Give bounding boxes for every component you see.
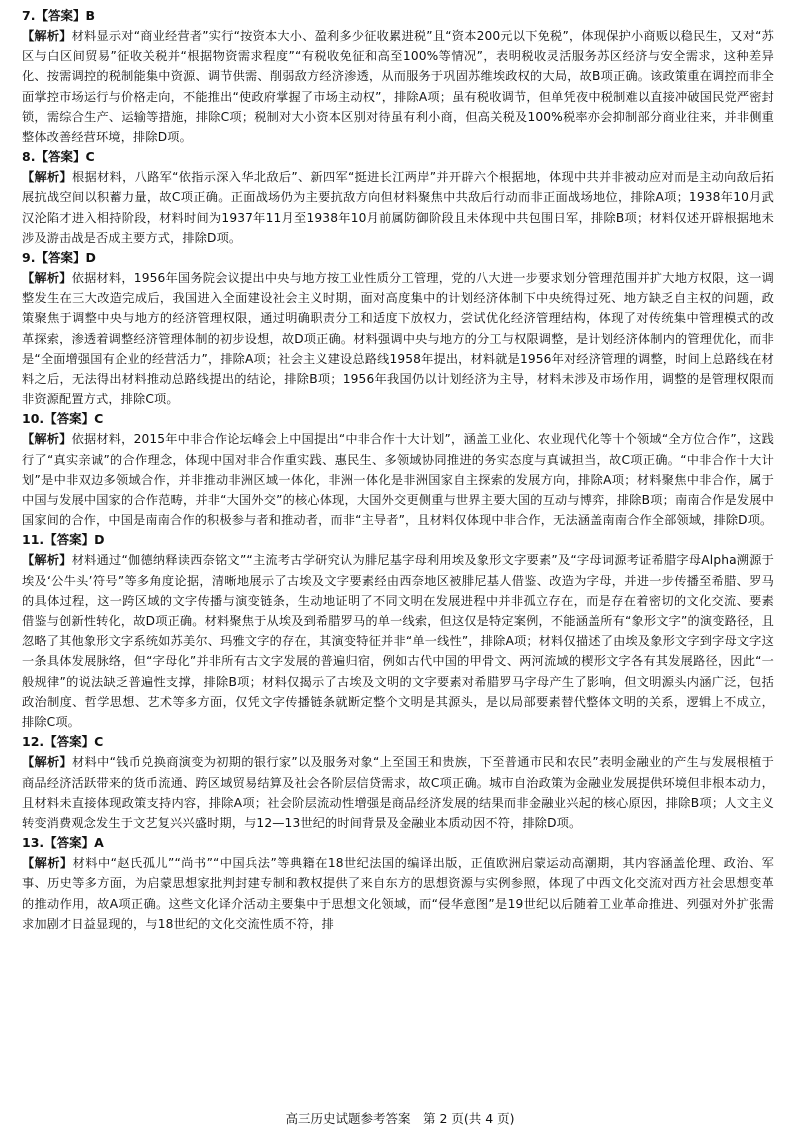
question-9: [22, 248, 774, 409]
analysis-tag: 【解析】: [22, 29, 72, 43]
question-11: [22, 530, 774, 732]
answer-line: 7.【答案】B: [22, 8, 95, 23]
answer-line: 10.【答案】C: [22, 411, 104, 427]
analysis-body: 根据材料，八路军“依指示深入华北敌后”、新四军“挺进长江两岸”并开辟六个根据地，体现中共并非被动应对而是主动向敌后拓展抗战空间以积蓄力量，故C项正确。正面战场仍为主要抗敌方向但材料聚焦中共敌后行动而非正面战场地位，排除A项；1938年10月武汉沦陷才进入相持阶段，材料时间为1937年11月至1938年10月前属防御阶段且未体现中共包围日军，排除B项；材料仅述开辟根据地未涉及游击战是否成主要方式，排除D项。: [22, 170, 774, 245]
analysis-body: 依据材料，2015年中非合作论坛峰会上中国提出“中非合作十大计划”，涵盖工业化、农业现代化等十个领域“全方位合作”，这践行了“真实亲诚”的合作理念，体现中国对非合作重实践、惠民生、多领域协同推进的务实态度与真诚担当，故C项正确。“中非合作十大计划”是中非双边多领域合作，并非推动非洲区域一体化，非洲一体化是非洲国家自主探索的发展方向，排除A项；材料聚焦中非合作，属于中国与发展中国家的合作范畴，并非“大国外交”的核心体现，大国外交更侧重与世界主要大国的互动与博弈，排除B项；南南合作是发展中国家间的合作，中国是南南合作的积极参与者和推动者，而非“主导者”，且材料仅体现中非合作，无法涵盖南南合作全部领域，排除D项。: [22, 432, 774, 528]
answer-line: 13.【答案】A: [22, 835, 104, 851]
question-8: [22, 147, 774, 248]
analysis-text: [22, 268, 774, 409]
analysis-tag: 【解析】: [22, 170, 73, 185]
analysis-text: [22, 26, 774, 147]
answer-line: 9.【答案】D: [22, 250, 96, 266]
analysis-body: 依据材料，1956年国务院会议提出中央与地方按工业性质分工管理，党的八大进一步要求划分管理范围并扩大地方权限，这一调整发生在三大改造完成后，我国进入全面建设社会主义时期，面对高度集中的计划经济体制下中央统得过死、地方缺乏自主权的问题，政策聚焦于调整中央与地方的经济管理权限，通过明确职责分工和适度下放权力，尝试优化经济管理结构，体现了对传统集中管理模式的改革探索，渗透着调整经济管理体制的初步设想，故D项正确。材料强调中央与地方的分工与权限调整，是计划经济体制内的管理优化，而非是“全面增强国有企业的经营活力”，排除A项；社会主义建设总路线1958年提出，材料就是1956年对经济管理的调整，时间上总路线在材料之后，无法得出材料推动总路线提出的结论，排除B项；1956年我国仍以计划经济为主导，材料未涉及市场作用，调整的是管理权限而非资源配置方式，排除C项。: [22, 271, 774, 407]
question-12: [22, 732, 774, 833]
analysis-text: [22, 853, 774, 934]
analysis-tag: 【解析】: [22, 856, 73, 871]
answer-line: 8.【答案】C: [22, 149, 95, 165]
analysis-body: 材料中“赵氏孤儿”“尚书”“中国兵法”等典籍在18世纪法国的编译出版，正值欧洲启蒙运动高潮期，其内容涵盖伦理、政治、军事、历史等多方面，为启蒙思想家批判封建专制和教权提供了来自东方的思想资源与实例参照，体现了中西文化交流对西方社会思想变革的推动作用，故A项正确。这些文化译介活动主要集中于思想文化领域，而“侵华意图”是19世纪以后随着工业革命推进、列强对外扩张需求加剧才日益显现的，与18世纪的文化交流性质不符，排: [22, 856, 774, 931]
analysis-tag: 【解析】: [22, 271, 72, 286]
analysis-text: [22, 429, 774, 530]
analysis-tag: 【解析】: [22, 755, 73, 770]
analysis-body: 材料中“钱币兑换商演变为初期的银行家”以及服务对象“上至国王和贵族，下至普通市民和农民”表明金融业的产生与发展根植于商品经济活跃带来的货币流通、跨区域贸易结算及社会各阶层信贷需求，故C项正确。城市自治政策为金融业发展提供环境但非根本动力，且材料未直接体现政策支持内容，排除A项；社会阶层流动性增强是商品经济发展的结果而非金融业兴起的核心原因，排除B项；人文主义转变消费观念发生于文艺复兴兴盛时期，与12—13世纪的时间背景及金融业本质动因不符，排除D项。: [22, 755, 774, 830]
analysis-body: 材料显示对“商业经营者”实行“按资本大小、盈利多少征收累进税”且“资本200元以下免税”，体现保护小商贩以稳民生，又对“苏区与白区间贸易”征收关税并“根据物资需求程度”“有税收免征和高至100%等情况”，表明税收灵活服务苏区经济与安全需求，这种差异化、按需调控的税制能集中资源、调节供需、削弱敌方经济渗透，从而服务于巩固苏维埃政权的大局，故B项正确。该政策重在调控而非全面掌控市场运行与价格走向，不能推出“使政府掌握了市场主动权”，排除A项；虽有税收调节，但单凭夜中税制难以直接冲破国民党严密封锁，需综合生产、运输等措施，排除C项；税制对大小资本区别对待虽有利小商，但高关税及100%税率亦会抑制部分商业往来，并非侧重整体改善经营环境，排除D项。: [22, 29, 774, 145]
analysis-text: [22, 752, 774, 833]
answer-line: 12.【答案】C: [22, 734, 104, 750]
answer-line: 11.【答案】D: [22, 532, 105, 548]
question-10: [22, 409, 774, 530]
question-13: [22, 833, 774, 934]
analysis-tag: 【解析】: [22, 553, 72, 568]
page-footer: 高三历史试题参考答案 第 2 页(共 4 页): [285, 1111, 515, 1126]
analysis-body: 材料通过“伽德纳释读西奈铭文”“主流考古学研究认为腓尼基字母利用埃及象形文字要素”及“字母词源考证希腊字母Alpha溯源于埃及‘公牛头’符号”等多角度论据，清晰地展示了古埃及文字要素经由西奈地区被腓尼基人借鉴、改造为字母，并进一步传播至希腊、罗马的具体过程，这一跨区域的文字传播与演变链条，生动地证明了不同文明在发展进程中并非孤立存在，而是存在着密切的文化交流、要素借鉴与创新性转化，故D项正确。材料聚焦于从埃及到希腊罗马的单一线索，但这仅是特定案例，不能涵盖所有“象形文字”的演变路径，且忽略了其他象形文字系统如苏美尔、玛雅文字的存在，其演变特征并非“单一线性”，排除A项；材料仅描述了由埃及象形文字到字母文字这一条具体发展脉络，但“字母化”并非所有古文字发展的普遍归宿，例如古代中国的甲骨文、两河流域的楔形文字各有其发展路径，因此“一般规律”的说法缺乏普遍性支撑，排除B项；材料仅揭示了古埃及文明的文字要素对希腊罗马字母产生了影响，但文明源头内涵广泛，包括政治制度、哲学思想、艺术等多方面，仅凭文字传播链条就断定整个文明是其源头，是以局部要素替代整体文明的关系，逻辑上不成立，排除C项。: [22, 553, 774, 730]
question-7: [22, 6, 774, 147]
analysis-text: [22, 167, 774, 248]
analysis-text: [22, 550, 774, 732]
analysis-tag: 【解析】: [22, 432, 72, 447]
